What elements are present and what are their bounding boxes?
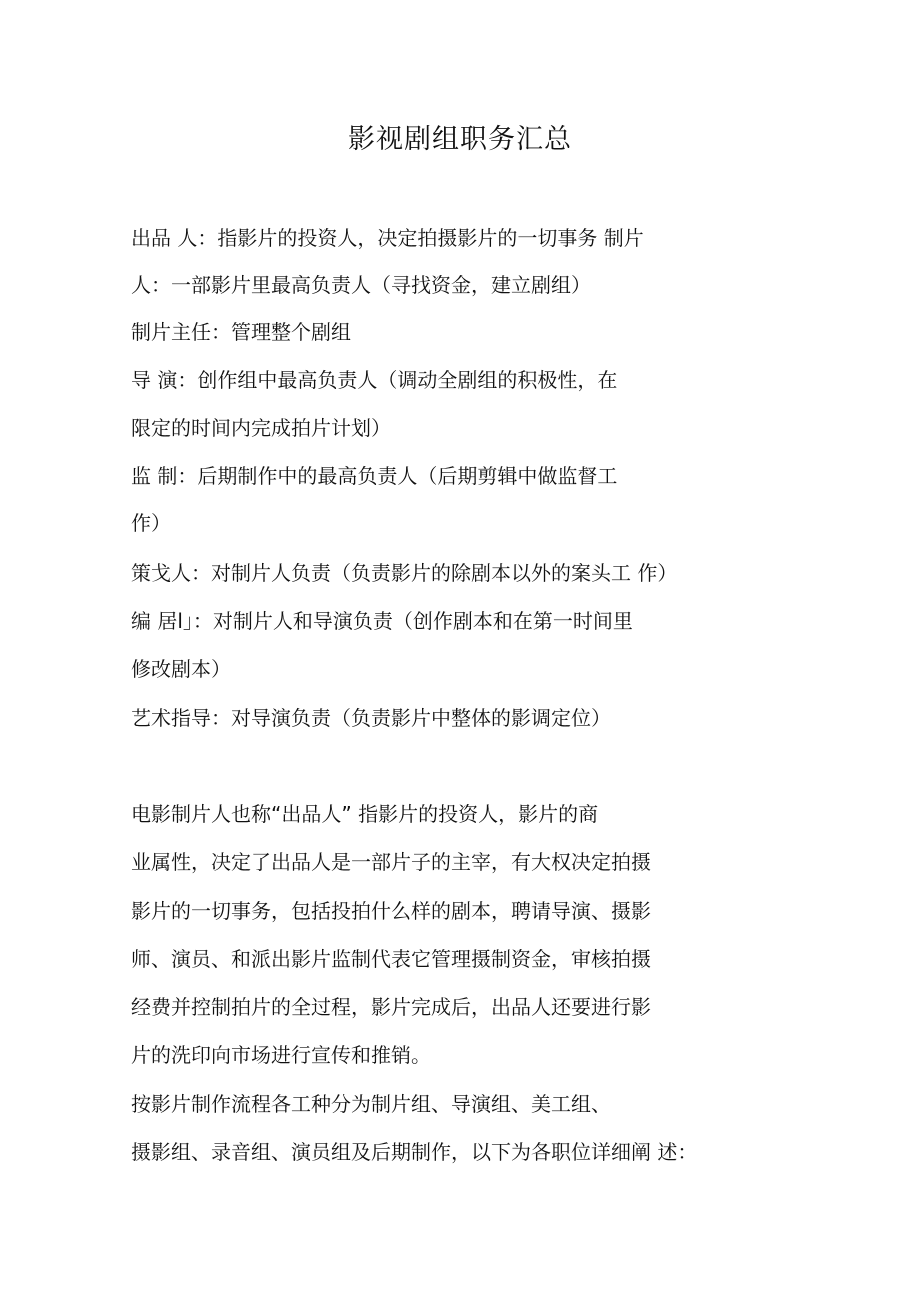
- paragraph-line: 业属性，决定了出品人是一部片子的主宰，有大权决定拍摄: [131, 850, 651, 874]
- text-line: 人：一部影片里最高负责人（寻找资金，建立剧组）: [131, 273, 591, 297]
- paragraph-line: 片的洗印向市场进行宣传和推销。: [131, 1043, 431, 1067]
- paragraph-line: 摄影组、录音组、演员组及后期制作，以下为各职位详细阐 述：: [131, 1140, 698, 1164]
- text-line: 策戈人：对制片人负责（负责影片的除剧本以外的案头工 作）: [131, 561, 678, 585]
- text-line: 制片主任：管理整个剧组: [131, 320, 351, 344]
- text-line: 艺术指导：对导演负责（负责影片中整体的影调定位）: [131, 706, 611, 730]
- paragraph-line: 按影片制作流程各工种分为制片组、导演组、美工组、: [131, 1092, 611, 1116]
- text-line: 限定的时间内完成拍片计划）: [131, 416, 391, 440]
- paragraph-line: 电影制片人也称“出品人” 指影片的投资人，影片的商: [131, 802, 599, 826]
- text-line: 修改剧本）: [131, 657, 231, 681]
- text-line: 监 制：后期制作中的最高负责人（后期剪辑中做监督工: [131, 464, 618, 488]
- text-line: 编 居l」：对制片人和导演负责（创作剧本和在第一时间里: [131, 609, 633, 633]
- paragraph-line: 影片的一切事务，包括投拍什么样的剧本，聘请导演、摄影: [131, 899, 651, 923]
- text-line: 作）: [131, 511, 171, 535]
- paragraph-line: 师、演员、和派出影片监制代表它管理摄制资金，审核拍摄: [131, 947, 651, 971]
- paragraph-line: 经费并控制拍片的全过程，影片完成后，出品人还要进行影: [131, 995, 651, 1019]
- text-line: 出品 人：指影片的投资人，决定拍摄影片的一切事务 制片: [131, 226, 644, 250]
- page-title: 影视剧组职务汇总: [348, 124, 572, 155]
- text-line: 导 演：创作组中最高负责人（调动全剧组的积极性，在: [131, 368, 618, 392]
